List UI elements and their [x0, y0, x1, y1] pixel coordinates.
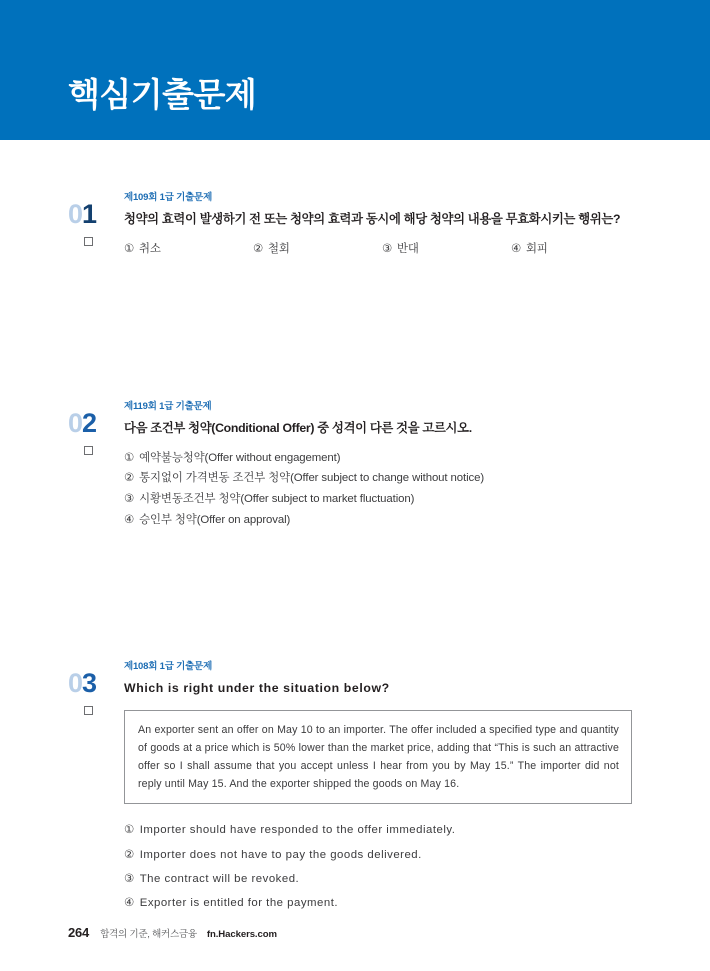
question-text-3: Which is right under the situation below? — [124, 680, 390, 695]
option-marker: ② — [253, 242, 264, 255]
question-checkbox-3[interactable] — [84, 706, 93, 715]
question-number-zero: 0 — [68, 668, 83, 698]
question-number-digit: 1 — [82, 199, 97, 229]
option-label: The contract will be revoked. — [139, 872, 300, 885]
option-item[interactable] — [124, 240, 253, 256]
question-number-2 — [68, 410, 96, 437]
question-checkbox-2[interactable] — [84, 446, 93, 455]
option-marker: ④ — [511, 242, 522, 255]
question-number-digit: 2 — [82, 408, 97, 438]
page-title: 핵심기출문제 — [68, 76, 257, 113]
page-header-band — [0, 0, 710, 140]
option-item[interactable] — [511, 240, 640, 256]
question-text-1: 청약의 효력이 발생하기 전 또는 청약의 효력과 동시에 해당 청약의 내용을 무효화시키는 행위는? — [124, 211, 621, 226]
option-marker: ① — [124, 451, 135, 464]
option-item[interactable] — [253, 240, 382, 256]
option-marker: ④ — [124, 514, 135, 527]
footer-page-number: 264 — [68, 925, 90, 940]
option-marker: ① — [124, 242, 135, 255]
option-item[interactable] — [124, 891, 640, 915]
option-item[interactable] — [124, 489, 640, 510]
options-list-3 — [124, 818, 640, 915]
option-marker: ② — [124, 848, 135, 861]
option-item[interactable] — [124, 510, 640, 531]
option-item[interactable] — [124, 843, 640, 867]
option-marker: ④ — [124, 896, 135, 909]
footer-site-url: fn.Hackers.com — [206, 929, 277, 940]
option-marker: ③ — [124, 872, 135, 885]
option-label: 철회 — [268, 242, 290, 255]
question-body-2 — [124, 402, 640, 531]
page-footer — [68, 925, 277, 940]
passage-text: An exporter sent an offer on May 10 to an importer. The offer included a specified type and quantity of goods at a price which is 50% lower than the market price, adding that “This is such an attractive offer so I shall assume that you accept unless I hear from you by May 15.” The importer did not reply until May 15. And the exporter shipped the goods on May 16. — [138, 723, 619, 791]
footer-slogan: 합격의 기준, 해커스금융 — [100, 929, 197, 940]
question-body-1 — [124, 193, 640, 256]
question-checkbox-1[interactable] — [84, 237, 93, 246]
passage-box — [124, 710, 632, 805]
option-label: Importer does not have to pay the goods delivered. — [139, 848, 422, 861]
option-item[interactable] — [124, 867, 640, 891]
option-item[interactable] — [124, 468, 640, 489]
question-source-label-3: 제108회 1급 기출문제 — [124, 661, 213, 672]
option-label: 승인부 청약(Offer on approval) — [139, 514, 291, 527]
question-source-label-1: 제109회 1급 기출문제 — [124, 192, 213, 203]
option-marker: ③ — [382, 242, 393, 255]
option-label: 시황변동조건부 청약(Offer subject to market fluctuation) — [139, 493, 415, 506]
option-label: 회피 — [526, 242, 548, 255]
option-marker: ① — [124, 824, 135, 837]
option-label: 예약불능청약(Offer without engagement) — [139, 451, 341, 464]
question-number-3 — [68, 670, 96, 697]
option-label: Importer should have responded to the offer immediately. — [139, 824, 456, 837]
option-item[interactable] — [382, 240, 511, 256]
question-text-2: 다음 조건부 청약(Conditional Offer) 중 성격이 다른 것을 고르시오. — [124, 420, 472, 435]
options-list-2 — [124, 448, 640, 531]
option-item[interactable] — [124, 818, 640, 842]
question-number-zero: 0 — [68, 408, 83, 438]
option-label: 반대 — [397, 242, 419, 255]
question-number-zero: 0 — [68, 199, 83, 229]
question-source-label-2: 제119회 1급 기출문제 — [124, 401, 212, 412]
question-body-3 — [124, 662, 640, 915]
options-list-1 — [124, 240, 640, 256]
option-item[interactable] — [124, 448, 640, 469]
option-label: 취소 — [139, 242, 161, 255]
option-label: 통지없이 가격변동 조건부 청약(Offer subject to change without notice) — [139, 472, 485, 485]
option-marker: ② — [124, 472, 135, 485]
option-marker: ③ — [124, 493, 135, 506]
question-number-digit: 3 — [82, 668, 97, 698]
question-number-1 — [68, 201, 96, 228]
option-label: Exporter is entitled for the payment. — [139, 896, 339, 909]
